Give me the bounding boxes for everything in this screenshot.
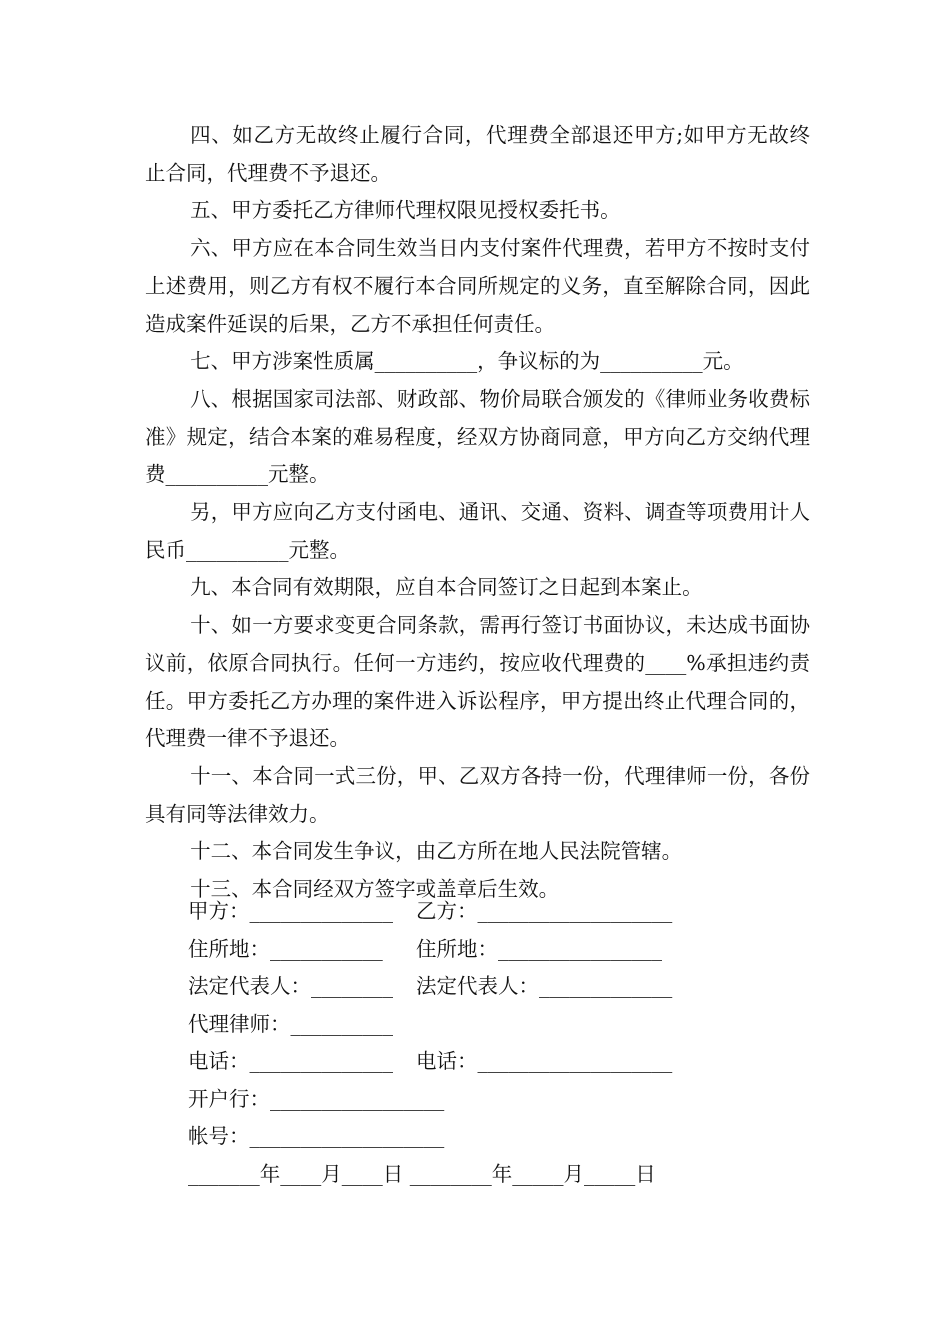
rep-a-field: 法定代表人：________ — [188, 974, 393, 998]
party-b-field: 乙方：___________________ — [416, 899, 673, 923]
date-field: _______年____月____日 ________年_____月_____日 — [188, 1161, 656, 1186]
party-a-field: 甲方：______________ — [188, 899, 393, 923]
lawyer-row — [188, 1006, 808, 1044]
account-field: 帐号：___________________ — [188, 1124, 445, 1148]
clause-7: 七、甲方涉案性质属__________，争议标的为__________元。 — [190, 349, 744, 374]
account-row — [188, 1118, 808, 1156]
phone-b-field: 电话：___________________ — [416, 1049, 673, 1073]
contract-body — [145, 117, 810, 909]
clause-10: 十、如一方要求变更合同条款，需再行签订书面协议，未达成书面协议前，依原合同执行。任何一方违约，按应收代理费的____%承担违约责任。甲方委托乙方办理的案件进入诉讼程序，甲方提出终止代理合同的，代理费一律不予退还。 — [145, 613, 810, 751]
clause-8: 八、根据国家司法部、财政部、物价局联合颁发的《律师业务收费标准》规定，结合本案的难易程度，经双方协商同意，甲方向乙方交纳代理费__________元整。 — [145, 386, 810, 487]
representative-row — [188, 968, 808, 1006]
signature-block — [188, 893, 808, 1193]
clause-4: 四、如乙方无故终止履行合同，代理费全部退还甲方;如甲方无故终止合同，代理费不予退还。 — [145, 123, 810, 185]
address-b-field: 住所地：________________ — [416, 936, 662, 961]
phone-row — [188, 1043, 808, 1081]
bank-row — [188, 1081, 808, 1119]
clause-6: 六、甲方应在本合同生效当日内支付案件代理费，若甲方不按时支付上述费用，则乙方有权不履行本合同所规定的义务，直至解除合同，因此造成案件延误的后果，乙方不承担任何责任。 — [145, 236, 810, 336]
phone-a-field: 电话：______________ — [188, 1049, 393, 1073]
clause-13: 十三、本合同经双方签字或盖章后生效。 — [190, 877, 560, 902]
clause-5: 五、甲方委托乙方律师代理权限见授权委托书。 — [190, 198, 621, 223]
party-row — [188, 893, 808, 931]
lawyer-field: 代理律师：__________ — [188, 1011, 393, 1036]
address-a-field: 住所地：___________ — [188, 936, 383, 961]
clause-9: 九、本合同有效期限，应自本合同签订之日起到本案止。 — [190, 575, 703, 600]
date-row — [188, 1156, 808, 1194]
clause-8-extra-fees: 另，甲方应向乙方支付函电、通讯、交通、资料、调查等项费用计人民币__________元整。 — [145, 500, 810, 562]
rep-b-field: 法定代表人：_____________ — [416, 974, 673, 998]
bank-field: 开户行：_________________ — [188, 1086, 445, 1111]
clause-12: 十二、本合同发生争议，由乙方所在地人民法院管辖。 — [190, 839, 683, 864]
address-row — [188, 931, 808, 969]
clause-11: 十一、本合同一式三份，甲、乙双方各持一份，代理律师一份，各份具有同等法律效力。 — [145, 763, 810, 826]
